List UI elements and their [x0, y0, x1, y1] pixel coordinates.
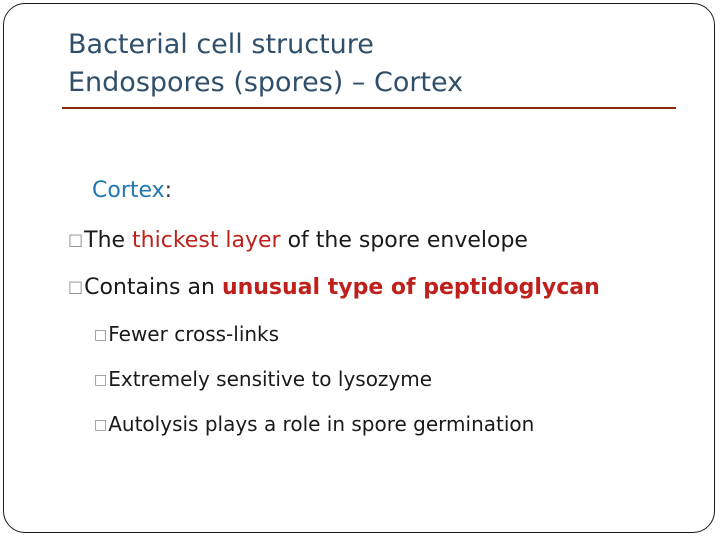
bullet-item [68, 275, 600, 300]
sub-bullet-item [94, 322, 279, 346]
bullet-text: The [84, 228, 133, 253]
section-heading [92, 178, 172, 203]
slide-frame [3, 3, 715, 533]
bullet-highlight: thickest layer [132, 228, 281, 253]
bullet-highlight: unusual type of peptidoglycan [221, 275, 600, 300]
bullet-marker-icon: □ [94, 327, 108, 343]
section-heading-colon: : [164, 178, 173, 203]
sub-bullet-text: Fewer cross-links [108, 322, 280, 346]
bullet-marker-icon: □ [94, 372, 108, 388]
bullet-marker-icon: □ [68, 277, 84, 296]
sub-bullet-text: Extremely sensitive to lysozyme [108, 367, 433, 391]
section-heading-text: Cortex [92, 178, 165, 203]
slide-title [68, 26, 463, 102]
bullet-text: Contains an [84, 275, 222, 300]
bullet-text: of the spore envelope [280, 228, 528, 253]
bullet-marker-icon: □ [94, 417, 108, 433]
sub-bullet-item [94, 367, 432, 391]
bullet-item [68, 228, 528, 253]
sub-bullet-text: Autolysis plays a role in spore germination [108, 412, 535, 436]
title-line-2: Endospores (spores) – Cortex [68, 67, 464, 98]
sub-bullet-item [94, 412, 534, 436]
bullet-marker-icon: □ [68, 230, 84, 249]
title-underline [62, 107, 676, 109]
title-line-1: Bacterial cell structure [68, 29, 374, 60]
